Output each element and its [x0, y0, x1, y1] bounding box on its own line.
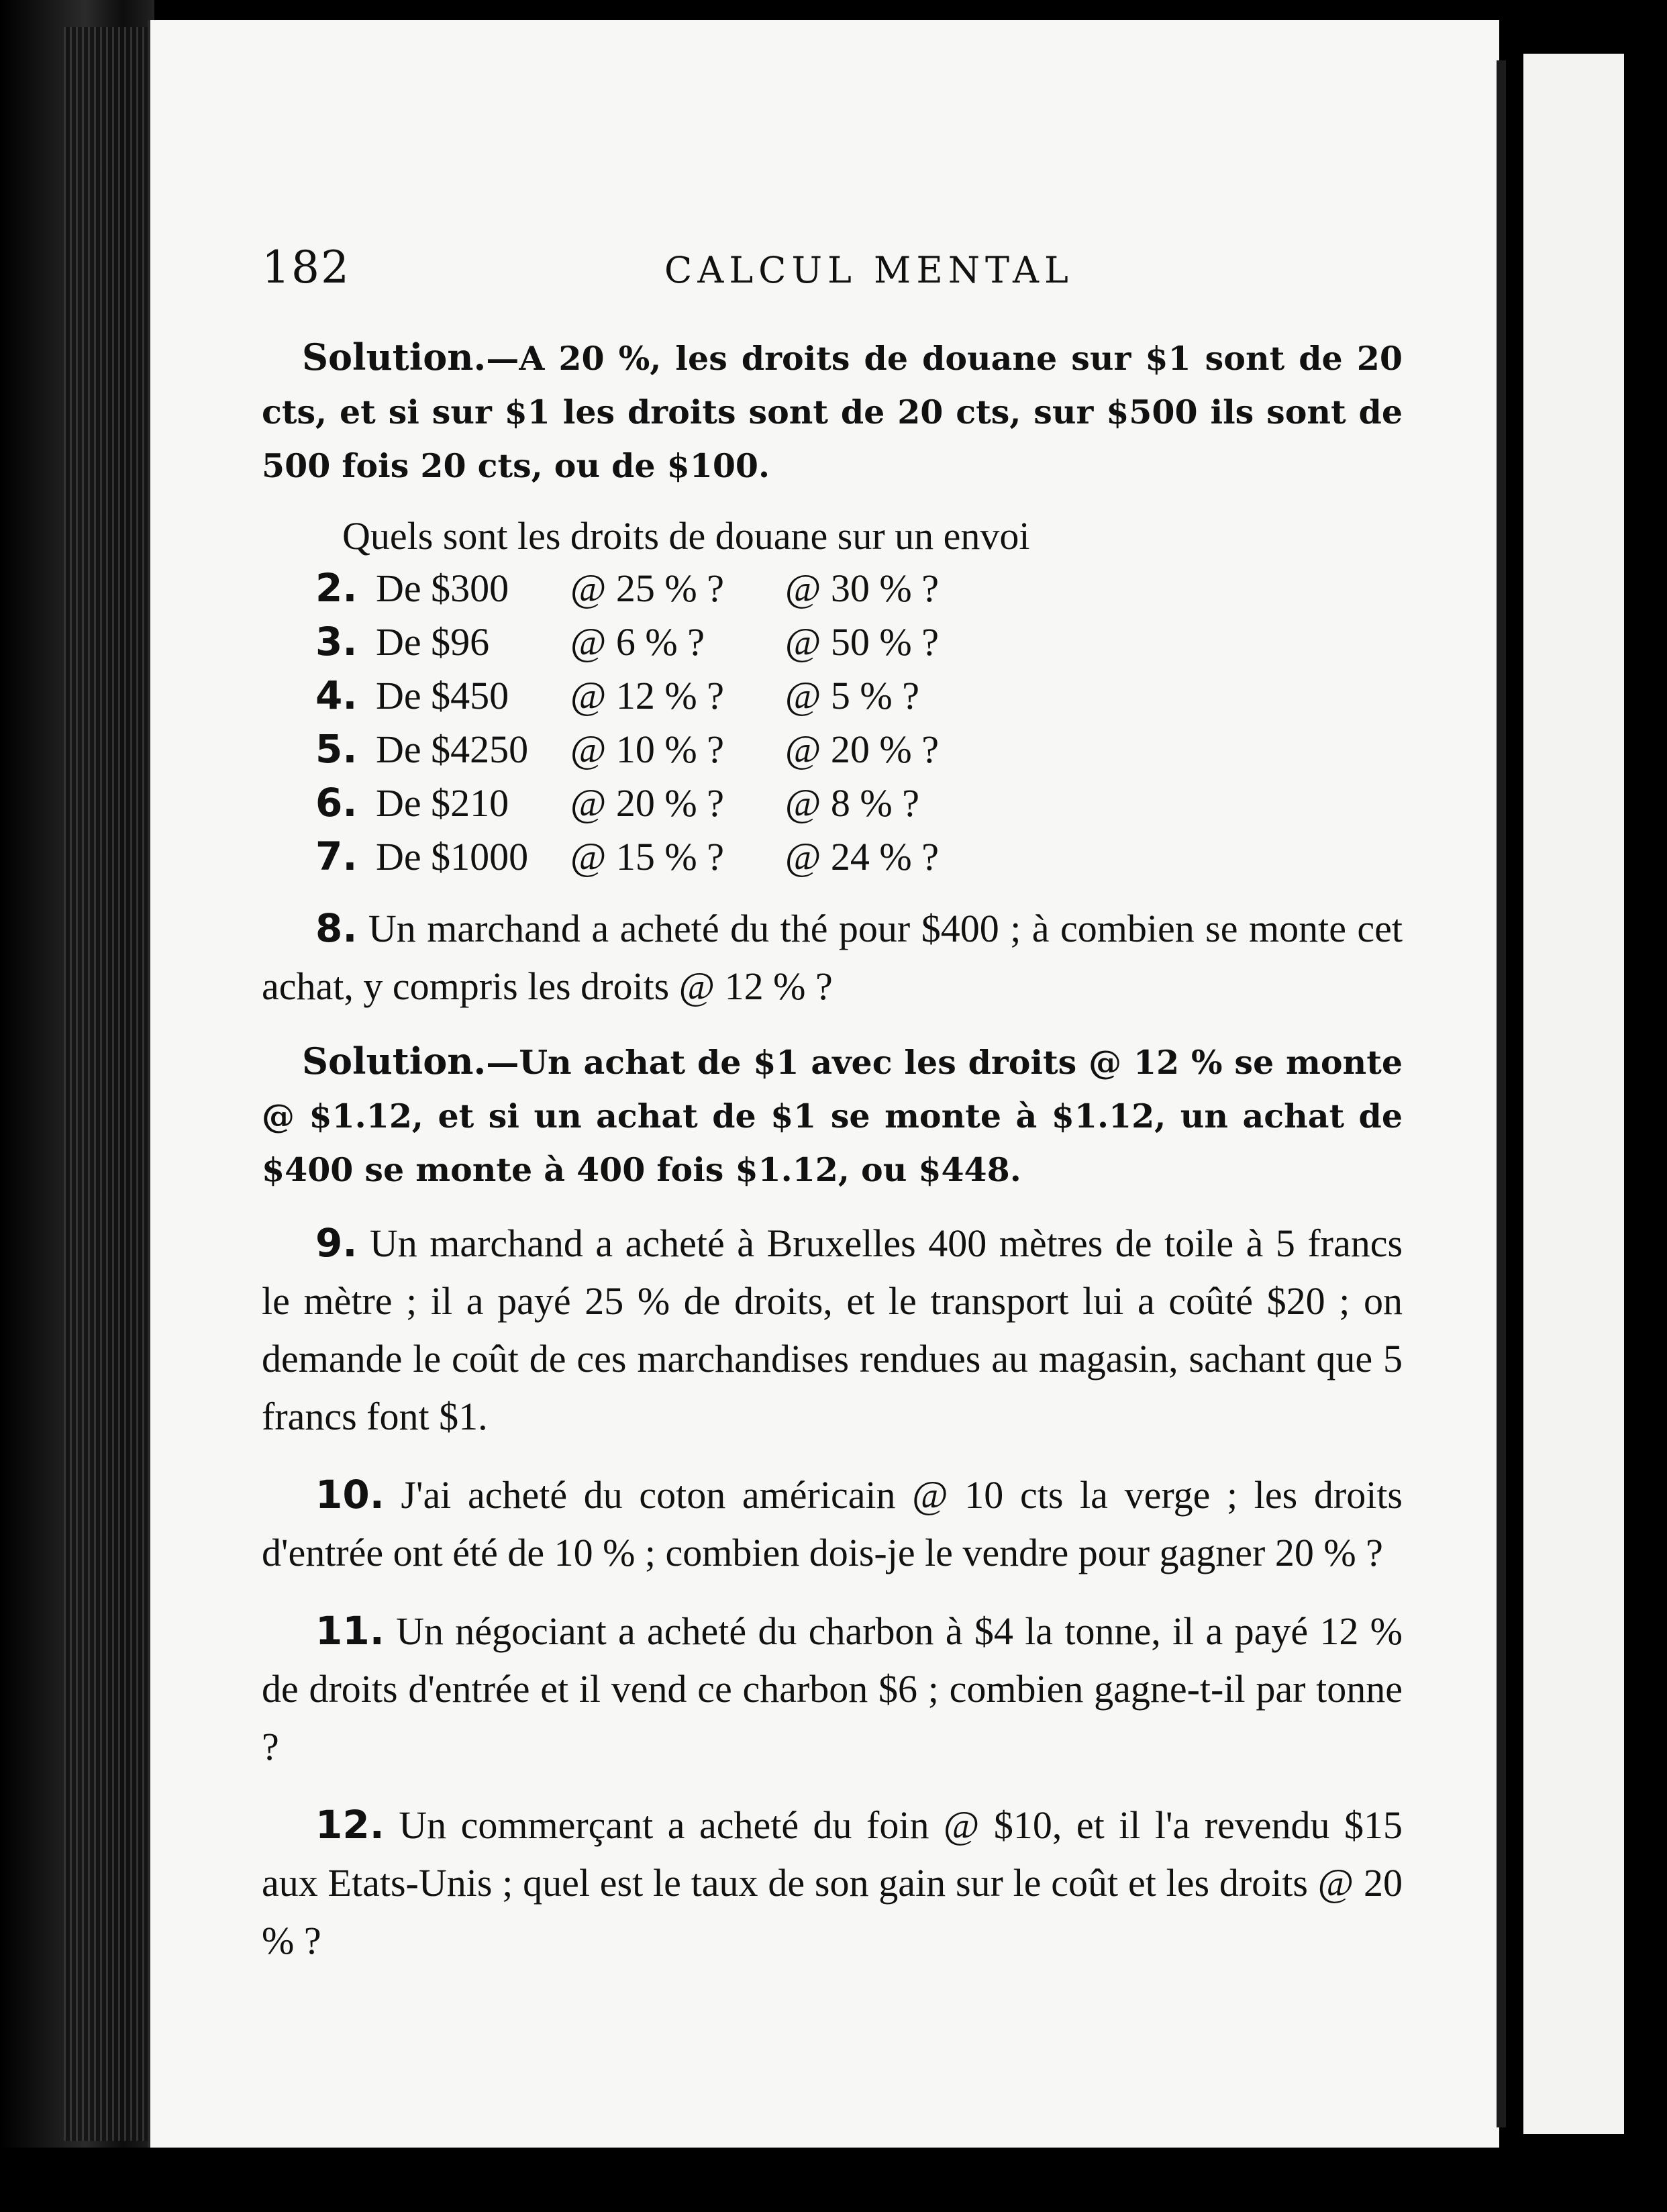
solution-paragraph [262, 330, 1403, 493]
exercise-rate-2: @ 30 % ? [785, 566, 939, 610]
exercise-row [262, 780, 1403, 834]
exercise-rate-2: @ 8 % ? [785, 781, 919, 825]
page-text [262, 242, 1403, 1970]
exercise-list [262, 565, 1403, 887]
exercise-rate-1: @ 15 % ? [570, 835, 724, 878]
page-edges [64, 27, 148, 2141]
exercise-number: 4. [315, 672, 358, 718]
exercise-amount: De $96 [376, 620, 490, 664]
running-title: CALCUL MENTAL [664, 249, 1074, 291]
exercise-amount: De $4250 [376, 727, 529, 771]
exercise-row [262, 565, 1403, 619]
exercise-number: 7. [315, 834, 358, 879]
exercise-rate-1: @ 10 % ? [570, 727, 724, 771]
exercise-amount: De $450 [376, 674, 509, 717]
page-number: 182 [262, 242, 350, 293]
facing-page-strip [1523, 54, 1624, 2134]
solution-text: —Un achat de $1 avec les droits @ 12 % se monte @ $1.12, et si un achat de $1 se monte à $1.12, un achat de $400 se monte à 400 fois $1.12, ou $448. [262, 1043, 1403, 1189]
exercise-rate-2: @ 5 % ? [785, 674, 919, 717]
problem-number: 8. [315, 905, 358, 951]
problem-8 [262, 899, 1403, 1015]
exercise-rate-1: @ 25 % ? [570, 566, 724, 610]
solution-paragraph [262, 1034, 1403, 1197]
exercise-rate-2: @ 50 % ? [785, 620, 939, 664]
exercise-amount: De $1000 [376, 835, 529, 878]
exercise-number: 6. [315, 780, 358, 825]
exercise-number: 5. [315, 726, 358, 772]
exercise-intro: Quels sont les droits de douane sur un envoi [342, 514, 1030, 558]
exercise-rate-1: @ 6 % ? [570, 620, 705, 664]
exercise-row [262, 672, 1403, 726]
solution-text: —A 20 %, les droits de douane sur $1 sont de 20 cts, et si sur $1 les droits sont de 20 cts, sur $500 ils sont de 500 fois 20 cts, ou de $100. [262, 339, 1403, 485]
problem-number: 10. [315, 1472, 385, 1517]
exercise-number: 3. [315, 619, 358, 664]
problem-9 [262, 1214, 1403, 1446]
problem-text: Un marchand a acheté à Bruxelles 400 mètres de toile à 5 francs le mètre ; il a payé 25 % de droits, et le transport lui a coûté $20 ; on demande le coût de ces marchandises rendues au magasin, sachant que 5 francs font $1. [262, 1221, 1403, 1438]
scan-bottom-border [0, 2148, 1667, 2212]
solution-label: Solution. [302, 336, 487, 379]
problem-number: 11. [315, 1608, 385, 1654]
exercise-row [262, 726, 1403, 780]
problem-text: J'ai acheté du coton américain @ 10 cts la verge ; les droits d'entrée ont été de 10 % ; combien dois-je le vendre pour gagner 20 % ? [262, 1473, 1403, 1574]
exercise-rate-1: @ 20 % ? [570, 781, 724, 825]
exercise-rate-1: @ 12 % ? [570, 674, 724, 717]
exercise-amount: De $300 [376, 566, 509, 610]
problem-text: Un négociant a acheté du charbon à $4 la tonne, il a payé 12 % de droits d'entrée et il vend ce charbon $6 ; combien gagne-t-il par tonne ? [262, 1609, 1403, 1768]
problem-number: 12. [315, 1802, 385, 1848]
exercise-rate-2: @ 24 % ? [785, 835, 939, 878]
problem-12 [262, 1796, 1403, 1970]
problem-11 [262, 1602, 1403, 1776]
exercise-rate-2: @ 20 % ? [785, 727, 939, 771]
problem-number: 9. [315, 1220, 358, 1266]
problem-10 [262, 1466, 1403, 1582]
problem-text: Un commerçant a acheté du foin @ $10, et il l'a revendu $15 aux Etats-Unis ; quel est le taux de son gain sur le coût et les droits @ 20 % ? [262, 1803, 1403, 1962]
exercise-row [262, 619, 1403, 672]
gutter-shadow [1497, 60, 1506, 2127]
exercise-amount: De $210 [376, 781, 509, 825]
solution-label: Solution. [302, 1040, 487, 1083]
exercise-row [262, 834, 1403, 887]
exercise-number: 2. [315, 565, 358, 611]
problem-text: Un marchand a acheté du thé pour $400 ; à combien se monte cet achat, y compris les droits @ 12 % ? [262, 907, 1403, 1008]
running-head [262, 242, 1403, 302]
